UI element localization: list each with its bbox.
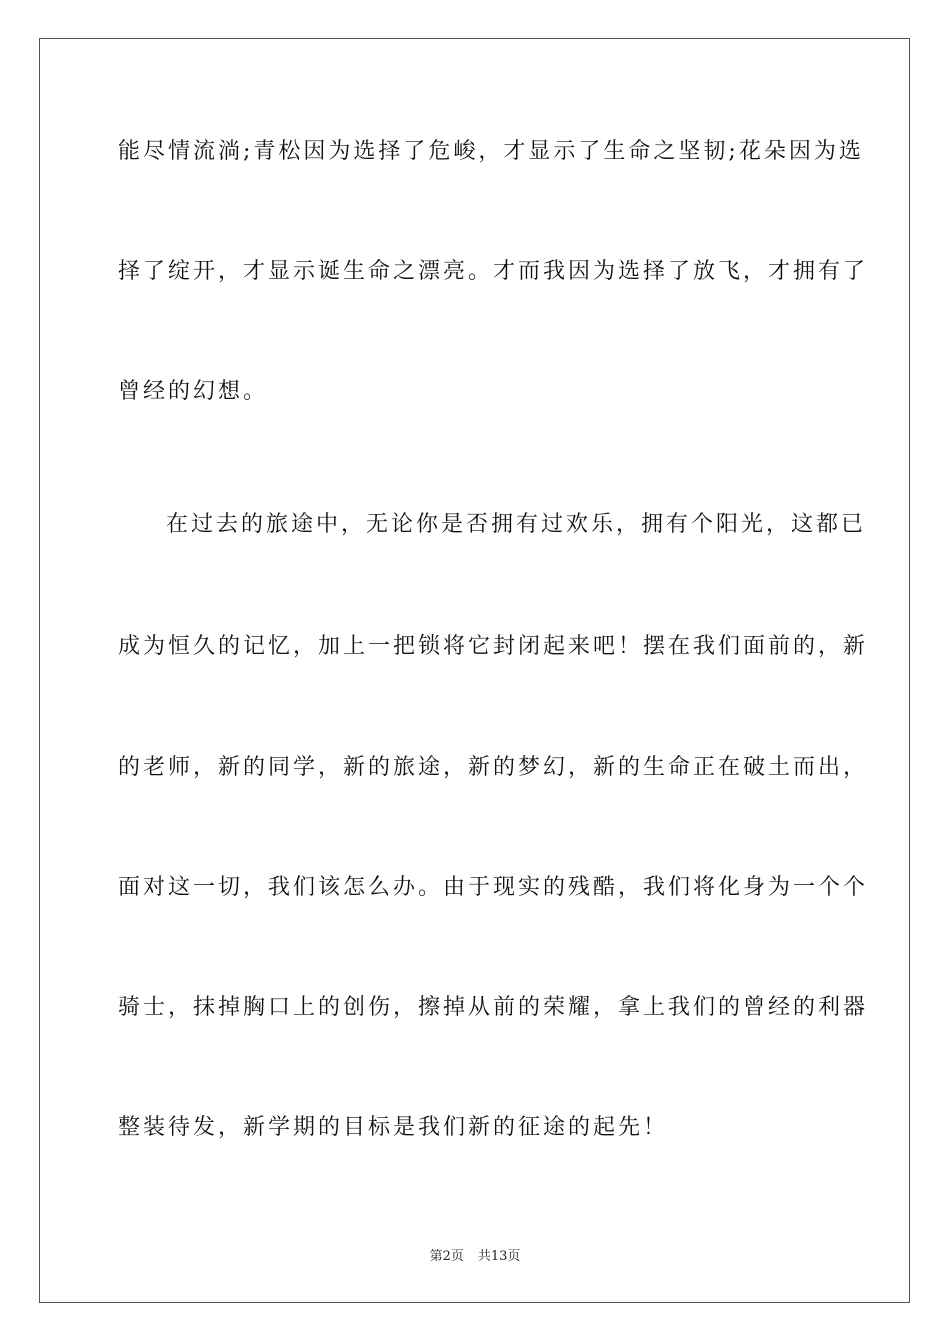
page-number: 第2页 bbox=[429, 1249, 464, 1264]
body-text-line: 曾经的幻想。 bbox=[118, 379, 269, 404]
body-text-line: 面对这一切，我们该怎么办。由于现实的残酷，我们将化身为一个个 bbox=[118, 875, 869, 900]
body-text-line: 骑士，抹掉胸口上的创伤，擦掉从前的荣耀，拿上我们的曾经的利器 bbox=[118, 995, 869, 1020]
total-pages: 共13页 bbox=[477, 1249, 521, 1264]
body-text-line: 能尽情流淌;青松因为选择了危峻，才显示了生命之坚韧;花朵因为选 bbox=[118, 139, 864, 164]
body-text-line: 择了绽开，才显示诞生命之漂亮。才而我因为选择了放飞，才拥有了 bbox=[118, 259, 869, 284]
body-text-line: 的老师，新的同学，新的旅途，新的梦幻，新的生命正在破土而出， bbox=[118, 755, 869, 780]
page-footer bbox=[0, 1248, 950, 1266]
paragraph-first-line: 在过去的旅途中，无论你是否拥有过欢乐，拥有个阳光，这都已 bbox=[166, 512, 867, 537]
body-text-line: 整装待发，新学期的目标是我们新的征途的起先！ bbox=[118, 1115, 669, 1140]
body-text-line: 成为恒久的记忆，加上一把锁将它封闭起来吧！摆在我们面前的，新 bbox=[118, 634, 869, 659]
